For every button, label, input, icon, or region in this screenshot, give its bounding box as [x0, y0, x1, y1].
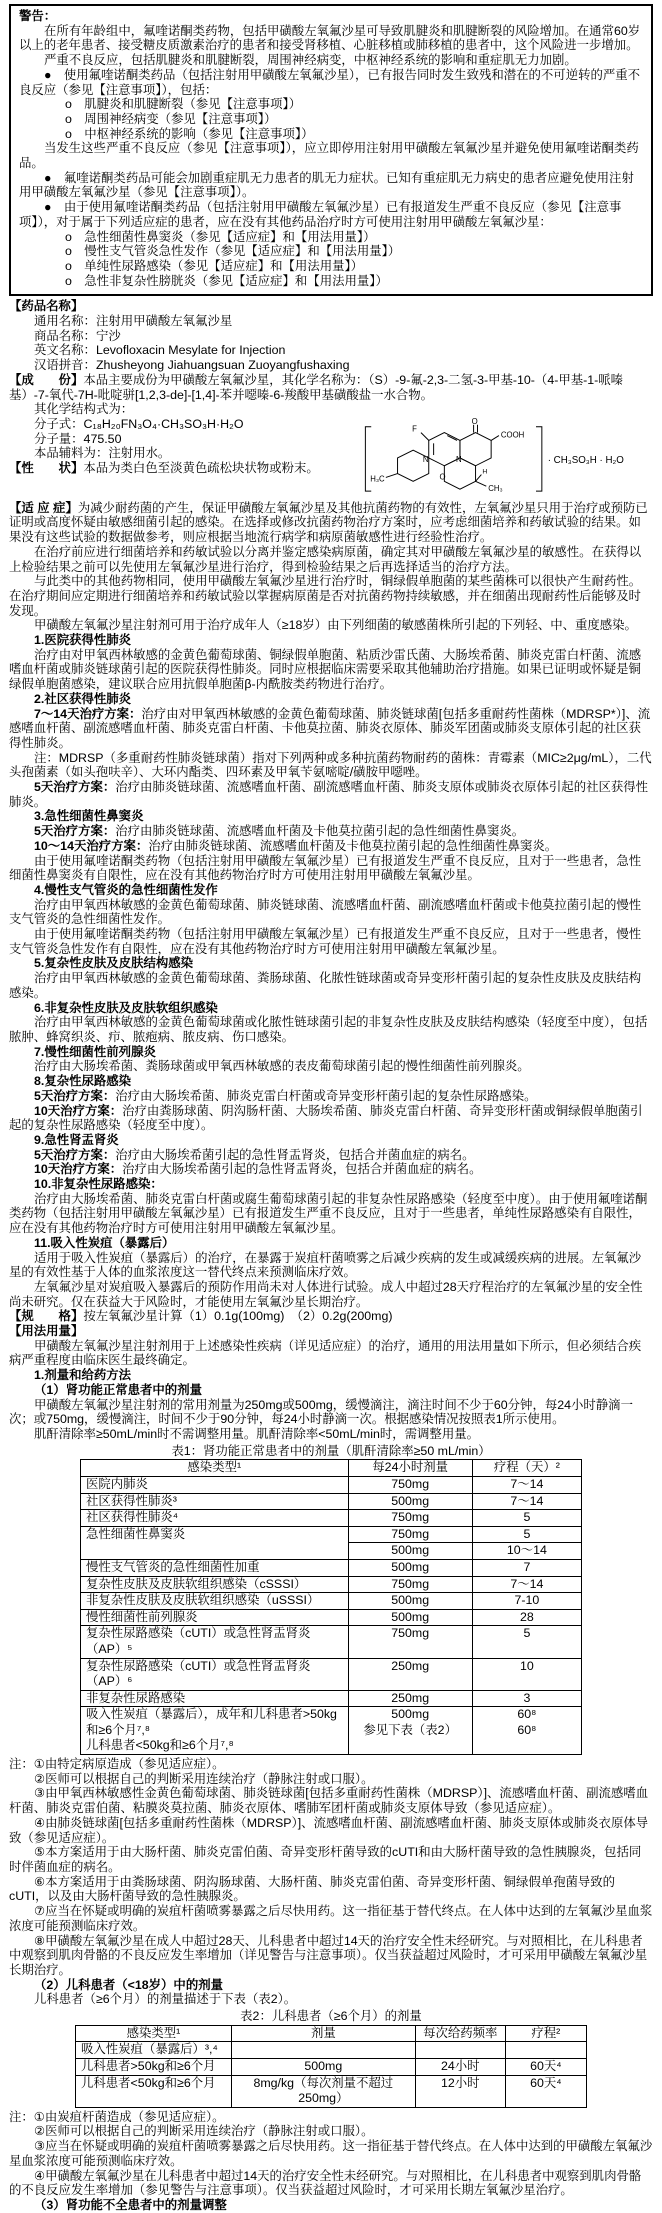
warning-sub-item: o 急性非复杂性膀胱炎（参见【适应症】和【用法用量】） — [65, 273, 388, 288]
column-header: 疗程（天）² — [472, 1460, 581, 1477]
note-paragraph: ③由甲氧西林敏感性金黄色葡萄球菌、肺炎链球菌[包括多重耐药性菌株（MDRSP）]、流感嗜血杆菌、副流感嗜血杆菌、肺炎克雷伯菌、粘膜炎莫拉菌、肺炎衣原体、嗜肺军团杆菌或肺炎支原体导致（参见适应症）。 — [9, 1786, 649, 1816]
paragraph-text: 治疗由对甲氧西林敏感的金黄色葡萄球菌、肺炎链球菌[包括多重耐药性菌株（MDRSP*）]、流感嗜血杆菌、副流感嗜血杆菌、肺炎克雷白杆菌、卡他莫拉菌、肺炎衣原体、肺炎军团菌或肺炎支原体引起的社区获得性肺炎。 — [9, 706, 651, 750]
warning-sub-item: o 急性细菌性鼻窦炎（参见【适应症】和【用法用量】） — [65, 229, 376, 244]
section-heading: 【规 格】 — [9, 1309, 84, 1324]
table-row — [76, 2075, 587, 2107]
paragraph-text: 治疗由肺炎链球菌、流感嗜血杆菌及卡他莫拉菌引起的急性细菌性鼻窦炎。 — [115, 824, 525, 839]
paragraph — [9, 707, 653, 751]
atom-label: CH₃ — [488, 484, 503, 494]
note-paragraph: ⑧甲磺酸左氧氟沙星在成人中超过28天、儿科患者中超过14天的治疗安全性未经研究。与对照相比，在儿科患者中观察到肌肉骨骼的不良反应发生率增加（详见警告与注意事项）。仅当获益超过风险时，才可采用甲磺酸左氧氟沙星长期治疗。 — [9, 1933, 648, 1977]
table-cell — [415, 2042, 505, 2059]
section-heading: 【适 应 症】 — [9, 500, 78, 515]
atom-label: N — [422, 454, 429, 464]
paragraph-text: 本品主要成份为甲磺酸左氧氟沙星，其化学名称为：（S）-9-氟-2,3-二氢-3-甲基-10-（4-甲基-1-哌嗪基）-7-氧代-7H-吡啶骈[1,2,3-de]-[1,4]-苯并噁嗪-6-羧酸甲基磺酸盐一水合物。 — [9, 372, 624, 402]
table-row — [81, 1658, 582, 1690]
table-cell: 28 — [472, 1609, 581, 1626]
table-row — [81, 1609, 582, 1626]
table-cell: 500mg — [348, 1609, 472, 1626]
section-specification — [9, 1309, 653, 1324]
table-cell: 250mg — [348, 1690, 472, 1707]
sub-heading: 1.剂量和给药方法 — [34, 1368, 132, 1383]
note-paragraph: 注：①由特定病原造成（参见适应症）。 — [9, 1757, 225, 1772]
table-title: 表2：儿科患者（≥6个月）的剂量 — [240, 2009, 422, 2024]
table-row — [76, 2058, 587, 2075]
table-cell: 250mg — [348, 1658, 472, 1690]
table-cell — [81, 1707, 349, 1755]
warning-sub-item: o 周围神经病变（参见【注意事项】） — [65, 111, 277, 126]
table-cell: 500mg — [348, 1493, 472, 1510]
warning-title: 警告： — [19, 9, 57, 23]
table-cell: 医院内肺炎 — [81, 1476, 349, 1493]
table-cell: 12小时 — [415, 2075, 505, 2107]
section-heading: 【性 状】 — [9, 461, 84, 476]
scheme-lead: 10～14天治疗方案： — [34, 838, 149, 853]
table-cell: 慢性细菌性前列腺炎 — [81, 1609, 349, 1626]
atom-label: F — [412, 424, 417, 434]
section-heading: 【药品名称】 — [9, 299, 84, 314]
table-cell: 500mg — [348, 1593, 472, 1610]
molecular-weight: 分子量：475.50 — [34, 431, 122, 446]
paragraph: 治疗由甲氧西林敏感的金黄色葡萄球菌、肺炎链球菌、流感嗜血杆菌、副流感嗜血杆菌或卡他莫拉菌引起的慢性支气管炎的急性细菌性发作。 — [9, 897, 642, 927]
table-cell: 社区获得性肺炎⁴ — [81, 1510, 349, 1527]
section-heading: 【成 份】 — [9, 372, 84, 387]
table-cell: 60天⁴ — [505, 2058, 586, 2075]
paragraph-text: 治疗由大肠埃希菌引起的急性肾盂肾炎，包括合并菌血症的病名。 — [122, 1162, 482, 1177]
column-header: 感染类型¹ — [81, 1460, 349, 1477]
table-cell: 7～14 — [472, 1493, 581, 1510]
paragraph: 在治疗前应进行细菌培养和药敏试验以分离并鉴定感染病原菌，确定其对甲磺酸左氧氟沙星的敏感性。在获得以上检验结果之前可以先使用左氧氟沙星进行治疗，得到检验结果之后再选择适当的治疗方法。 — [9, 544, 642, 574]
paragraph-text: 治疗由肺炎链球菌、流感嗜血杆菌、副流感嗜血杆菌、肺炎支原体或肺炎衣原体引起的社区获得性肺炎。 — [9, 780, 649, 809]
paragraph-text: 本品为类白色至淡黄色疏松块状物或粉末。 — [83, 461, 319, 476]
chemical-structure-drawing — [341, 417, 653, 495]
table-cell: 急性细菌性鼻窦炎 — [81, 1526, 349, 1559]
paragraph: 甲磺酸左氧氟沙星注射剂可用于治疗成年人（≥18岁）由下列细菌的敏感菌株所引起的下列轻、中、重度感染。 — [34, 618, 637, 633]
sub-heading: （1）肾功能正常患者中的剂量 — [34, 1382, 202, 1397]
section-drug-names — [9, 299, 653, 373]
table-cell: 3 — [472, 1690, 581, 1707]
table-cell: 7～14 — [472, 1476, 581, 1493]
cell-line: 500mg — [391, 1707, 430, 1722]
table-cell: 500mg — [348, 1559, 472, 1576]
paragraph — [9, 839, 653, 854]
table-cell: 10～14 — [472, 1543, 581, 1560]
table-cell: 500mg — [231, 2058, 415, 2075]
cell-line: 儿科患者<50kg和≥6个月⁷,⁸ — [86, 1738, 234, 1753]
salt-formula: · CH₃SO₃H · H₂O — [547, 454, 624, 466]
scheme-lead: 5天治疗方案： — [34, 1147, 116, 1162]
section-composition — [9, 372, 653, 494]
table-cell: 复杂性尿路感染（cUTI）或急性肾盂肾炎（AP）⁵ — [81, 1626, 349, 1658]
warning-paragraph: 当发生这些严重不良反应（参见【注意事项】），应立即停用注射用甲磺酸左氧氟沙星并避免使用氟喹诺酮类药品。 — [19, 141, 639, 171]
table-cell — [348, 1707, 472, 1755]
note-paragraph: ②医师可以根据自己的判断采用连续治疗（静脉注射或口服）。 — [34, 1771, 374, 1786]
table-header-row — [81, 1460, 582, 1477]
sub-heading: 8.复杂性尿路感染 — [34, 1074, 132, 1089]
paragraph: 儿科患者（≥6个月）的剂量描述于下表（表2）。 — [34, 1992, 297, 2007]
warning-sub-item: o 肌腱炎和肌腱断裂（参见【注意事项】） — [65, 97, 302, 112]
paragraph: 甲磺酸左氧氟沙星注射剂的常用剂量为250mg或500mg，缓慢滴注，滴注时间不少于60分钟，每24小时静滴一次；或750mg，缓慢滴注，时间不少于90分钟，每24小时静滴一次。根据感染情况按照表1所示使用。 — [9, 1397, 633, 1427]
sub-heading: 11.吸入性炭疽（暴露后） — [34, 1235, 175, 1250]
table-cell: 60天⁴ — [505, 2075, 586, 2107]
paragraph — [9, 373, 653, 402]
atom-label: O — [439, 472, 446, 482]
paragraph-text: 治疗由大肠埃希菌引起的急性肾盂肾炎，包括合并菌血症的病名。 — [115, 1147, 475, 1162]
atom-label: COOH — [500, 430, 525, 440]
table-cell: 儿科患者>50kg和≥6个月 — [76, 2058, 232, 2075]
paragraph — [9, 824, 653, 839]
table-cell: 复杂性皮肤及皮肤软组织感染（cSSSI） — [81, 1576, 349, 1593]
generic-name: 通用名称：注射用甲磺酸左氧氟沙星 — [34, 314, 233, 329]
table-cell — [505, 2042, 586, 2059]
column-header: 每24小时剂量 — [348, 1460, 472, 1477]
paragraph-text: 治疗由大肠埃希菌、肺炎克雷白杆菌或奇异变形杆菌引起的复杂性尿路感染。 — [115, 1088, 537, 1103]
section-heading: 【用法用量】 — [9, 1324, 84, 1339]
warning-paragraph: 严重不良反应，包括肌腱炎和肌腱断裂，周围神经病变，中枢神经系统的影响和重症肌无力加剧。 — [44, 53, 577, 68]
table-cell: 吸入性炭疽（暴露后）³,⁴ — [76, 2042, 232, 2059]
trade-name: 商品名称：宁沙 — [34, 328, 121, 343]
warning-sub-item: o 单纯性尿路感染（参见【适应症】和【用法用量】） — [65, 258, 364, 273]
note-paragraph: 注：①由炭疽杆菌造成（参见适应症）。 — [9, 2109, 225, 2124]
warning-bullet-item: ● 使用氟喹诺酮类药品（包括注射用甲磺酸左氧氟沙星），已有报告同时发生致残和潜在的不可逆转的严重不良反应（参见【注意事项】），包括： — [19, 67, 641, 97]
sub-heading: （2）儿科患者（<18岁）中的剂量 — [34, 1977, 223, 1992]
paragraph: 治疗由甲氧西林敏感的金黄色葡萄球菌、粪肠球菌、化脓性链球菌或奇异变形杆菌引起的复杂性皮肤及皮肤结构感染。 — [9, 971, 642, 1000]
table-cell: 非复杂性皮肤及皮肤软组织感染（uSSSI） — [81, 1593, 349, 1610]
warning-bullet-item: ● 由于使用氟喹诺酮类药品（包括注射用甲磺酸左氧氟沙星）已有报道发生严重不良反应（参见【注意事项】），对于属于下列适应症的患者，应在没有其他药品治疗时方可使用注射用甲磺酸左氧氟沙星： — [19, 200, 622, 229]
paragraph: 治疗由大肠埃希菌、肺炎克雷白杆菌或腐生葡萄球菌引起的非复杂性尿路感染（轻度至中度）。由于使用氟喹诺酮类药物（包括注射用甲磺酸左氧氟沙星）已有报道发生严重不良反应，且对于一些患者，单纯性尿路感染有自限性，应在没有其他药物治疗时方可使用注射用甲磺酸左氧氟沙星。 — [9, 1191, 648, 1236]
cell-line: 60⁸ — [517, 1722, 537, 1737]
note-paragraph: ⑦应当在怀疑或明确的炭疽杆菌喷雾暴露之后尽快用药。这一指征基于替代终点。在人体中达到的左氧氟沙星血浆浓度可能预测临床疗效。 — [9, 1904, 653, 1933]
table-cell — [231, 2042, 415, 2059]
scheme-lead: 5天治疗方案： — [34, 780, 116, 795]
sub-heading: 6.非复杂性皮肤及皮肤软组织感染 — [34, 1000, 218, 1015]
paragraph-text: 为减少耐药菌的产生，保证甲磺酸左氧氟沙星及其他抗菌药物的有效性，左氧氟沙星只用于治疗或预防已证明或高度怀疑由敏感细菌引起的感染。在选择或修改抗菌药物治疗方案时，应考虑细菌培养和药敏试验的结果。如果没有这些试验的数据做参考，则应根据当地流行病学和病原菌敏感性进行经验性治疗。 — [9, 500, 648, 545]
table-cell: 750mg — [348, 1576, 472, 1593]
paragraph — [9, 1148, 653, 1163]
sub-heading: 4.慢性支气管炎的急性细菌性发作 — [34, 882, 218, 897]
atom-label: O — [471, 416, 478, 426]
paragraph: 治疗由甲氧西林敏感的金黄色葡萄球菌或化脓性链球菌引起的非复杂性皮肤及皮肤结构感染（轻度至中度），包括脓肿、蜂窝织炎、疖、脓疱病、脓皮病、伤口感染。 — [9, 1015, 648, 1044]
column-header: 每次给药频率 — [415, 2025, 505, 2042]
paragraph: 甲磺酸左氧氟沙星注射剂用于上述感染性疾病（详见适应症）的治疗，通用的用法用量如下所示，但必须结合疾病严重程度由临床医生最终确定。 — [9, 1338, 642, 1368]
paragraph: 其化学结构式为： — [34, 402, 134, 417]
scheme-lead: 10天治疗方案： — [34, 1103, 123, 1118]
table-title: 表1：肾功能正常患者中的剂量（肌酐清除率≥50 mL/min） — [171, 1443, 491, 1458]
paragraph — [9, 1104, 653, 1133]
table-row — [81, 1707, 582, 1755]
table-header-row — [76, 2025, 587, 2042]
paragraph — [9, 780, 653, 809]
table-cell: 500mg — [348, 1543, 472, 1560]
paragraph-text: 治疗由粪肠球菌、阴沟肠杆菌、大肠埃希菌、肺炎克雷白杆菌、奇异变形杆菌或铜绿假单胞菌引起的复杂性尿路感染（轻度至中度）。 — [9, 1103, 643, 1133]
warning-sub-item: o 中枢神经系统的影响（参见【注意事项】） — [65, 126, 314, 141]
sub-heading: 10.非复杂性尿路感染： — [34, 1177, 163, 1192]
note-paragraph: ④甲磺酸左氧氟沙星在儿科患者中超过14天的治疗安全性未经研究。与对照相比，在儿科患者中观察到肌肉骨骼的不良反应发生率增加（参见警告与注意事项）。仅当获益超过风险时，才可采用长期左氧氟沙星治疗。 — [9, 2168, 642, 2198]
table-row — [81, 1626, 582, 1658]
right-bracket — [536, 427, 542, 491]
table-cell: 750mg — [348, 1626, 472, 1658]
chemical-structure — [341, 417, 653, 499]
table-row — [81, 1476, 582, 1493]
column-header: 疗程² — [505, 2025, 586, 2042]
table-cell: 5 — [472, 1626, 581, 1658]
atom-label: N — [456, 454, 462, 464]
scheme-lead: 7～14天治疗方案： — [34, 706, 142, 721]
paragraph: 治疗由对甲氧西林敏感的金黄色葡萄球菌、铜绿假单胞菌、粘质沙雷氏菌、大肠埃希菌、肺炎克雷白杆菌、流感嗜血杆菌或肺炎链球菌引起的医院获得性肺炎。同时应根据临床需要采取其他辅助治疗措施。如果已证明或怀疑是铜绿假单胞菌感染，建议联合应用抗假单胞菌β-内酰胺类药物进行治疗。 — [9, 647, 642, 692]
english-name: 英文名称：Levofloxacin Mesylate for Injection — [34, 343, 286, 358]
table-cell: 儿科患者<50kg和≥6个月 — [76, 2075, 232, 2107]
paragraph: 适用于吸入性炭疽（暴露后）的治疗，在暴露于炭疽杆菌喷雾之后减少疾病的发生或减缓疾病的进展。左氧氟沙星的有效性基于人体的血浆浓度这一替代终点来预测临床疗效。 — [9, 1250, 642, 1280]
paragraph: 左氧氟沙星对炭疽吸入暴露后的预防作用尚未对人体进行试验。成人中超过28天疗程治疗的左氧氟沙星的安全性尚未研究。仅在获益大于风险时，才能使用左氧氟沙星长期治疗。 — [9, 1279, 643, 1309]
cell-line: 和≥6个月⁷,⁸ — [86, 1722, 151, 1737]
table-cell: 10 — [472, 1658, 581, 1690]
section-dosage — [9, 1324, 653, 2213]
table-cell: 8mg/kg（每次剂量不超过250mg） — [231, 2075, 415, 2107]
table-cell: 7 — [472, 1559, 581, 1576]
note-paragraph: 注：MDRSP（多重耐药性肺炎链球菌）指对下列两种或多种抗菌药物耐药的菌株：青霉素（MIC≥2μg/mL），二代头孢菌素（如头孢呋辛）、大环内酯类、四环素及甲氧苄氨嘧啶/磺胺甲噁唑。 — [9, 750, 652, 780]
table-cell: 非复杂性尿路感染 — [81, 1690, 349, 1707]
sub-heading: 2.社区获得性肺炎 — [34, 691, 132, 706]
paragraph — [9, 501, 653, 545]
atom-label: H₃C — [370, 474, 385, 484]
table-pediatric-dosage — [75, 2025, 587, 2108]
paragraph: 肌酐清除率≥50mL/min时不需调整用量。肌酐清除率<50mL/min时，需调整用量。 — [34, 1426, 479, 1441]
cell-line: 60⁸ — [517, 1707, 537, 1722]
cell-line: 吸入性炭疽（暴露后），成年和儿科患者>50kg — [86, 1707, 337, 1722]
sub-heading: 5.复杂性皮肤及皮肤结构感染 — [34, 956, 194, 971]
paragraph — [9, 1089, 653, 1104]
note-paragraph: ④由肺炎链球菌[包括多重耐药性菌株（MDRSP）]、流感嗜血杆菌、副流感嗜血杆菌、肺炎支原体或肺炎衣原体导致（参见适应症）。 — [9, 1815, 649, 1845]
table-row — [81, 1510, 582, 1527]
paragraph: 与此类中的其他药物相同，使用甲磺酸左氧氟沙星进行治疗时，铜绿假单胞菌的某些菌株可以很快产生耐药性。在治疗期间应定期进行细菌培养和药敏试验以掌握病原菌是否对抗菌药物持续敏感，并在细菌出现耐药性后能够及时发现。 — [9, 574, 642, 618]
paragraph-text: 治疗由肺炎链球菌、流感嗜血杆菌及卡他莫拉菌引起的急性细菌性鼻窦炎。 — [148, 838, 558, 853]
table-cell: 社区获得性肺炎³ — [81, 1493, 349, 1510]
note-paragraph: ②医师可以根据自己的判断采用连续治疗（静脉注射或口服）。 — [34, 2124, 374, 2139]
cell-line: 参见下表（表2） — [363, 1722, 457, 1737]
note-paragraph: ⑥本方案适用于由粪肠球菌、阴沟肠球菌、大肠杆菌、肺炎克雷伯菌、奇异变形杆菌、铜绿假单孢菌导致的cUTI，以及由大肠杆菌导致的急性胰腺炎。 — [9, 1874, 616, 1904]
table-cell: 750mg — [348, 1526, 472, 1543]
paragraph: 由于使用氟喹诺酮类药物（包括注射用甲磺酸左氧氟沙星）已有报道发生严重不良反应，且对于一些患者，慢性支气管炎急性发作有自限性，应在没有其他药物治疗时方可使用注射用甲磺酸左氧氟沙星。 — [9, 927, 642, 956]
excipient: 本品辅料为：注射用水。 — [34, 446, 171, 461]
table-cell — [472, 1707, 581, 1755]
scheme-lead: 5天治疗方案： — [34, 1088, 116, 1103]
column-header: 感染类型¹ — [76, 2025, 232, 2042]
table-cell: 7～14 — [472, 1576, 581, 1593]
table-row — [81, 1493, 582, 1510]
table-cell: 5 — [472, 1526, 581, 1543]
scheme-lead: 10天治疗方案： — [34, 1162, 123, 1177]
molecular-formula: 分子式：C₁₈H₂₀FN₃O₄·CH₃SO₃H·H₂O — [34, 416, 244, 431]
table-cell: 750mg — [348, 1476, 472, 1493]
table-cell: 750mg — [348, 1510, 472, 1527]
table-row — [81, 1559, 582, 1576]
paragraph-text: 按左氧氟沙星计算（1）0.1g(100mg) （2）0.2g(200mg) — [83, 1309, 393, 1324]
table-row — [81, 1576, 582, 1593]
boxed-warning-section — [9, 4, 653, 296]
warning-sub-item: o 慢性支气管炎急性发作（参见【适应症】和【用法用量】） — [65, 244, 401, 259]
sub-heading-partial: （3）肾功能不全患者中的剂量调整 — [34, 2197, 227, 2212]
table-cell: 7-10 — [472, 1593, 581, 1610]
paragraph: 由于使用氟喹诺酮类药物（包括注射用甲磺酸左氧氟沙星）已有报道发生严重不良反应，且对于一些患者，急性细菌性鼻窦炎有自限性，应在没有其他药物治疗时方可使用注射用甲磺酸左氧氟沙星。 — [9, 853, 642, 883]
warning-paragraph: 在所有年龄组中，氟喹诺酮类药物，包括甲磺酸左氧氟沙星可导致肌腱炎和肌腱断裂的风险增加。在通常60岁以上的老年患者、接受糖皮质激素治疗的患者和接受肾移植、心脏移植或肺移植的患者中，这个风险进一步增加。 — [19, 23, 641, 53]
column-header: 剂量 — [231, 2025, 415, 2042]
paragraph — [9, 1162, 653, 1177]
paragraph: 治疗由大肠埃希菌、粪肠球菌或甲氧西林敏感的表皮葡萄球菌引起的慢性细菌性前列腺炎。 — [34, 1059, 530, 1074]
table-row — [81, 1593, 582, 1610]
sub-heading: 1.医院获得性肺炎 — [34, 633, 132, 648]
sub-heading: 9.急性肾盂肾炎 — [34, 1132, 119, 1147]
warning-bullet-item: ● 氟喹诺酮类药品可能会加剧重症肌无力患者的肌无力症状。已知有重症肌无力病史的患者应避免使用注射用甲磺酸左氧氟沙星（参见【注意事项】）。 — [19, 170, 634, 200]
table-cell: 24小时 — [415, 2058, 505, 2075]
note-paragraph: ⑤本方案适用于由大肠杆菌、肺炎克雷伯菌、奇异变形杆菌导致的cUTI和由大肠杆菌导致的急性胰腺炎，包括同时伴菌血症的病名。 — [9, 1845, 642, 1874]
sub-heading: 7.慢性细菌性前列腺炎 — [34, 1044, 156, 1059]
table-normal-renal-dosage — [80, 1459, 582, 1755]
section-indications — [9, 501, 653, 1310]
note-paragraph: ③应当在怀疑或明确的炭疽杆菌喷雾暴露之后尽快用药。这一指征基于替代终点。在人体中达到的甲磺酸左氧氟沙星血浆浓度可能预测临床疗效。 — [9, 2139, 653, 2168]
table-row — [81, 1690, 582, 1707]
table-cell: 复杂性尿路感染（cUTI）或急性肾盂肾炎（AP）⁶ — [81, 1658, 349, 1690]
table-row — [76, 2042, 587, 2059]
table-cell: 慢性支气管炎的急性细菌性加重 — [81, 1559, 349, 1576]
atom-label: H — [482, 468, 488, 476]
table-row — [81, 1526, 582, 1543]
sub-heading: 3.急性细菌性鼻窦炎 — [34, 809, 144, 824]
pinyin-name: 汉语拼音：Zhusheyong Jiahuangsuan Zuoyangfushaxing — [34, 358, 350, 373]
table-cell: 5 — [472, 1510, 581, 1527]
scheme-lead: 5天治疗方案： — [34, 824, 116, 839]
